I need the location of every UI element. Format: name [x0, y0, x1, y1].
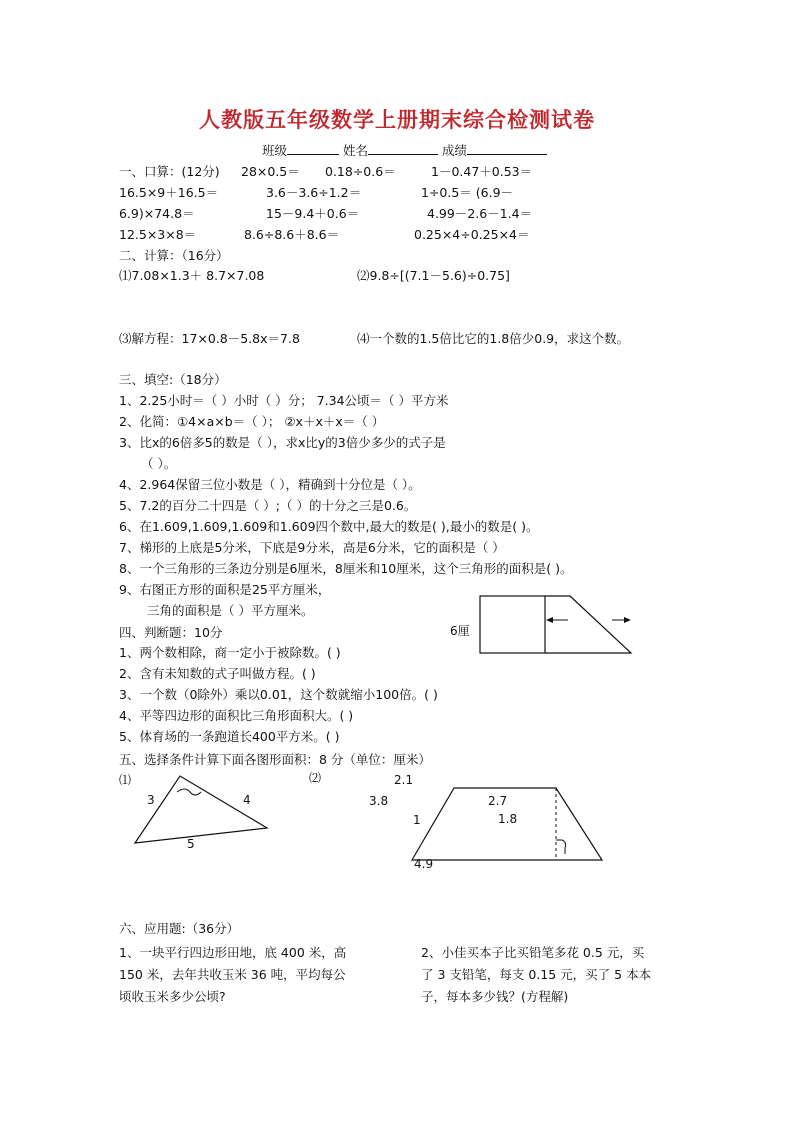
oral-r1-c1: 28×0.5＝ — [241, 164, 300, 179]
score-label: 成绩 — [442, 143, 468, 158]
oral-r4-c3: 0.25×4÷0.25×4＝ — [414, 227, 530, 242]
s1-heading: 一、口算：(12分) — [119, 164, 220, 179]
judge-q5: 5、体育场的一条跑道长400平方米。( ) — [119, 729, 340, 744]
fill-q9-cont: 三角的面积是（ ）平方厘米。 — [147, 603, 314, 618]
info-line — [262, 142, 547, 159]
app-q2-line3: 子，每本多少钱？(方程解) — [421, 989, 569, 1004]
fig1-label: ⑴ — [119, 773, 132, 787]
triangle-figure — [115, 770, 275, 855]
fill-q3: 3、比x的6倍多5的数是（ ），求x比y的3倍少多少的式子是 — [119, 435, 446, 450]
oral-r1-c3: 1－0.47＋0.53＝ — [431, 164, 533, 179]
calc-q1: ⑴7.08×1.3＋ 8.7×7.08 — [119, 268, 265, 283]
triangle-shape — [545, 596, 631, 653]
oral-r2-c2: 3.6－3.6÷1.2＝ — [266, 185, 362, 200]
app-q1-line3: 顷收玉米多少公顷? — [119, 989, 226, 1004]
angle-mark — [177, 789, 201, 795]
judge-q2: 2、含有未知数的式子叫做方程。( ) — [119, 666, 316, 681]
judge-q1: 1、两个数相除，商一定小于被除数。( ) — [119, 645, 341, 660]
base-label: 5 — [187, 837, 195, 851]
oral-r1-c2: 0.18÷0.6＝ — [325, 164, 396, 179]
app-q1-line1: 1、一块平行四边形田地，底 400 米，高 — [119, 945, 347, 960]
fill-q1: 1、2.25小时＝（ ）小时（ ）分； 7.34公顷＝（ ）平方米 — [119, 393, 449, 408]
judge-q3: 3、一个数（0除外）乘以0.01，这个数就缩小100倍。( ) — [119, 687, 438, 702]
oral-r3-c3: 4.99－2.6－1.4＝ — [427, 206, 533, 221]
app-q2-line1: 2、小佳买本子比买铅笔多花 0.5 元，买 — [421, 945, 645, 960]
arrow-left-head — [546, 617, 553, 623]
class-blank[interactable] — [287, 142, 339, 155]
page-title: 人教版五年级数学上册期末综合检测试卷 — [199, 107, 595, 132]
fill-q2: 2、化简：①4×a×b＝（ ）； ②x＋x＋x＝（ ） — [119, 414, 385, 429]
name-blank[interactable] — [368, 142, 438, 155]
judge-q4: 4、平等四边形的面积比三角形面积大。( ) — [119, 708, 354, 723]
app-q1-line2: 150 米，去年共收玉米 36 吨，平均每公 — [119, 967, 346, 982]
fill-q4: 4、2.964保留三位小数是（ ），精确到十分位是（ ）。 — [119, 477, 421, 492]
s4-heading: 四、判断题：10分 — [119, 625, 223, 640]
calc-q3: ⑶解方程：17×0.8－5.8x＝7.8 — [119, 331, 300, 346]
top-inner-label: 2.7 — [488, 794, 508, 808]
square-shape — [480, 596, 545, 653]
left-value-label: 3.8 — [369, 794, 389, 808]
score-blank[interactable] — [467, 142, 547, 155]
side-right-label: 4 — [243, 793, 251, 807]
arrow-right-head — [624, 617, 631, 623]
oral-r2-c3: 1÷0.5＝ (6.9－ — [421, 185, 514, 200]
side-label: 1 — [413, 813, 421, 827]
app-q2-line2: 了 3 支铅笔，每支 0.15 元，买了 5 本本 — [421, 967, 652, 982]
s6-heading: 六、应用题:（36分） — [119, 921, 240, 936]
app-q1 — [119, 942, 346, 1008]
triangle-shape — [135, 776, 267, 843]
fig2-label: ⑵ — [309, 771, 322, 785]
height-label: 1.8 — [498, 812, 518, 826]
fill-q5: 5、7.2的百分二十四是（ ）;（ ）的十分之三是0.6。 — [119, 498, 417, 513]
fill-q8: 8、一个三角形的三条边分别是6厘米，8厘米和10厘米，这个三角形的面积是( )。 — [119, 561, 573, 576]
oral-r3-c2: 15－9.4＋0.6＝ — [266, 206, 360, 221]
oral-r4-c2: 8.6÷8.6＋8.6＝ — [244, 227, 340, 242]
name-label: 姓名 — [343, 143, 369, 158]
top-value-label: 2.1 — [394, 773, 414, 787]
s3-heading: 三、填空:（18分） — [119, 372, 227, 387]
fill-q9: 9、右图正方形的面积是25平方厘米， — [119, 582, 331, 597]
trapezoid-figure — [305, 770, 615, 875]
app-q2 — [421, 942, 651, 1008]
side-left-label: 3 — [147, 793, 155, 807]
figure-side-label: 6厘 — [450, 624, 470, 638]
oral-r2-c1: 16.5×9＋16.5＝ — [119, 185, 219, 200]
oral-r3-c1: 6.9)×74.8＝ — [119, 206, 195, 221]
bottom-label: 4.9 — [414, 857, 434, 871]
fill-q6: 6、在1.609,1.609,1.609和1.609四个数中,最大的数是( ),最小的数是( )。 — [119, 519, 539, 534]
right-angle-mark — [556, 840, 566, 854]
fill-q3-answer: （ ）。 — [141, 456, 177, 471]
s2-heading: 二、计算：（16分） — [119, 248, 229, 263]
class-label: 班级 — [262, 143, 288, 158]
s5-heading: 五、选择条件计算下面各图形面积：8 分（单位：厘米） — [119, 752, 431, 767]
calc-q4: ⑷一个数的1.5倍比它的1.8倍少0.9，求这个数。 — [357, 331, 630, 346]
oral-r4-c1: 12.5×3×8＝ — [119, 227, 197, 242]
fill-q7: 7、梯形的上底是5分米，下底是9分米，高是6分米，它的面积是（ ） — [119, 540, 505, 555]
calc-q2: ⑵9.8÷[(7.1－5.6)÷0.75] — [357, 268, 510, 283]
square-triangle-figure — [440, 590, 640, 660]
